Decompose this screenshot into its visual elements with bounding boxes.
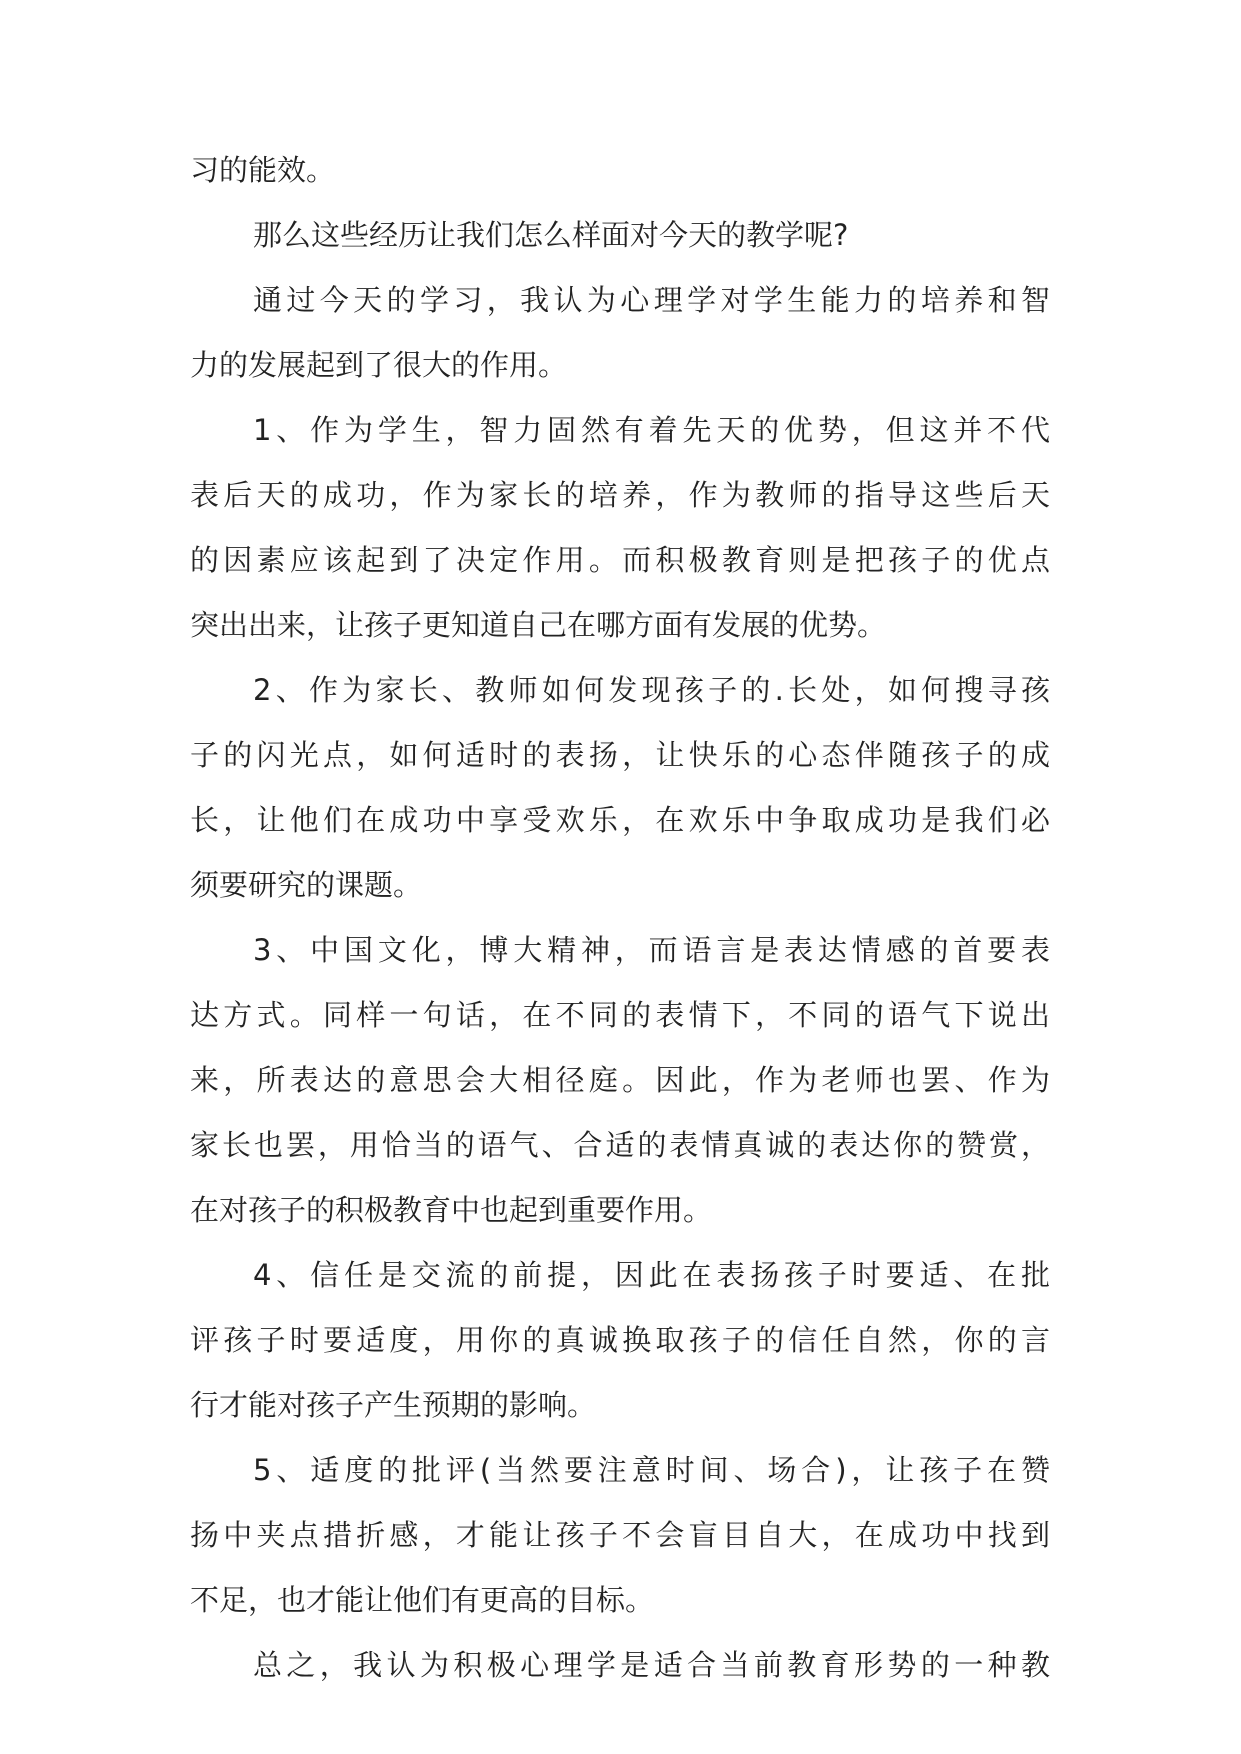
text-line: 须要研究的课题。 bbox=[190, 868, 423, 902]
text-line: 来，所表达的意思会大相径庭。因此，作为老师也罢、作为 bbox=[190, 1063, 1050, 1097]
text-line: 通过今天的学习，我认为心理学对学生能力的培养和智 bbox=[253, 283, 1050, 317]
text-line: 表后天的成功，作为家长的培养，作为教师的指导这些后天 bbox=[190, 478, 1050, 512]
text-line: 子的闪光点，如何适时的表扬，让快乐的心态伴随孩子的成 bbox=[190, 738, 1050, 772]
text-line: 评孩子时要适度，用你的真诚换取孩子的信任自然，你的言 bbox=[190, 1323, 1050, 1357]
text-line: 2、作为家长、教师如何发现孩子的.长处，如何搜寻孩 bbox=[253, 673, 1050, 707]
text-line: 不足，也才能让他们有更高的目标。 bbox=[190, 1583, 655, 1617]
text-line: 达方式。同样一句话，在不同的表情下，不同的语气下说出 bbox=[190, 998, 1050, 1032]
text-line: 突出出来，让孩子更知道自己在哪方面有发展的优势。 bbox=[190, 608, 887, 642]
text-line: 1、作为学生，智力固然有着先天的优势，但这并不代 bbox=[253, 413, 1050, 447]
text-line: 3、中国文化，博大精神，而语言是表达情感的首要表 bbox=[253, 933, 1050, 967]
text-line: 5、适度的批评(当然要注意时间、场合)，让孩子在赞 bbox=[253, 1453, 1050, 1487]
text-line: 扬中夹点措折感，才能让孩子不会盲目自大，在成功中找到 bbox=[190, 1518, 1050, 1552]
text-line: 家长也罢，用恰当的语气、合适的表情真诚的表达你的赞赏， bbox=[190, 1128, 1050, 1162]
text-line: 那么这些经历让我们怎么样面对今天的教学呢? bbox=[253, 218, 849, 252]
text-line: 在对孩子的积极教育中也起到重要作用。 bbox=[190, 1193, 713, 1227]
text-line: 习的能效。 bbox=[190, 153, 336, 187]
text-line: 4、信任是交流的前提，因此在表扬孩子时要适、在批 bbox=[253, 1258, 1050, 1292]
text-line: 长，让他们在成功中享受欢乐，在欢乐中争取成功是我们必 bbox=[190, 803, 1050, 837]
text-line: 力的发展起到了很大的作用。 bbox=[190, 348, 568, 382]
text-line: 的因素应该起到了决定作用。而积极教育则是把孩子的优点 bbox=[190, 543, 1050, 577]
text-line: 行才能对孩子产生预期的影响。 bbox=[190, 1388, 597, 1422]
text-line: 总之，我认为积极心理学是适合当前教育形势的一种教 bbox=[253, 1648, 1050, 1682]
